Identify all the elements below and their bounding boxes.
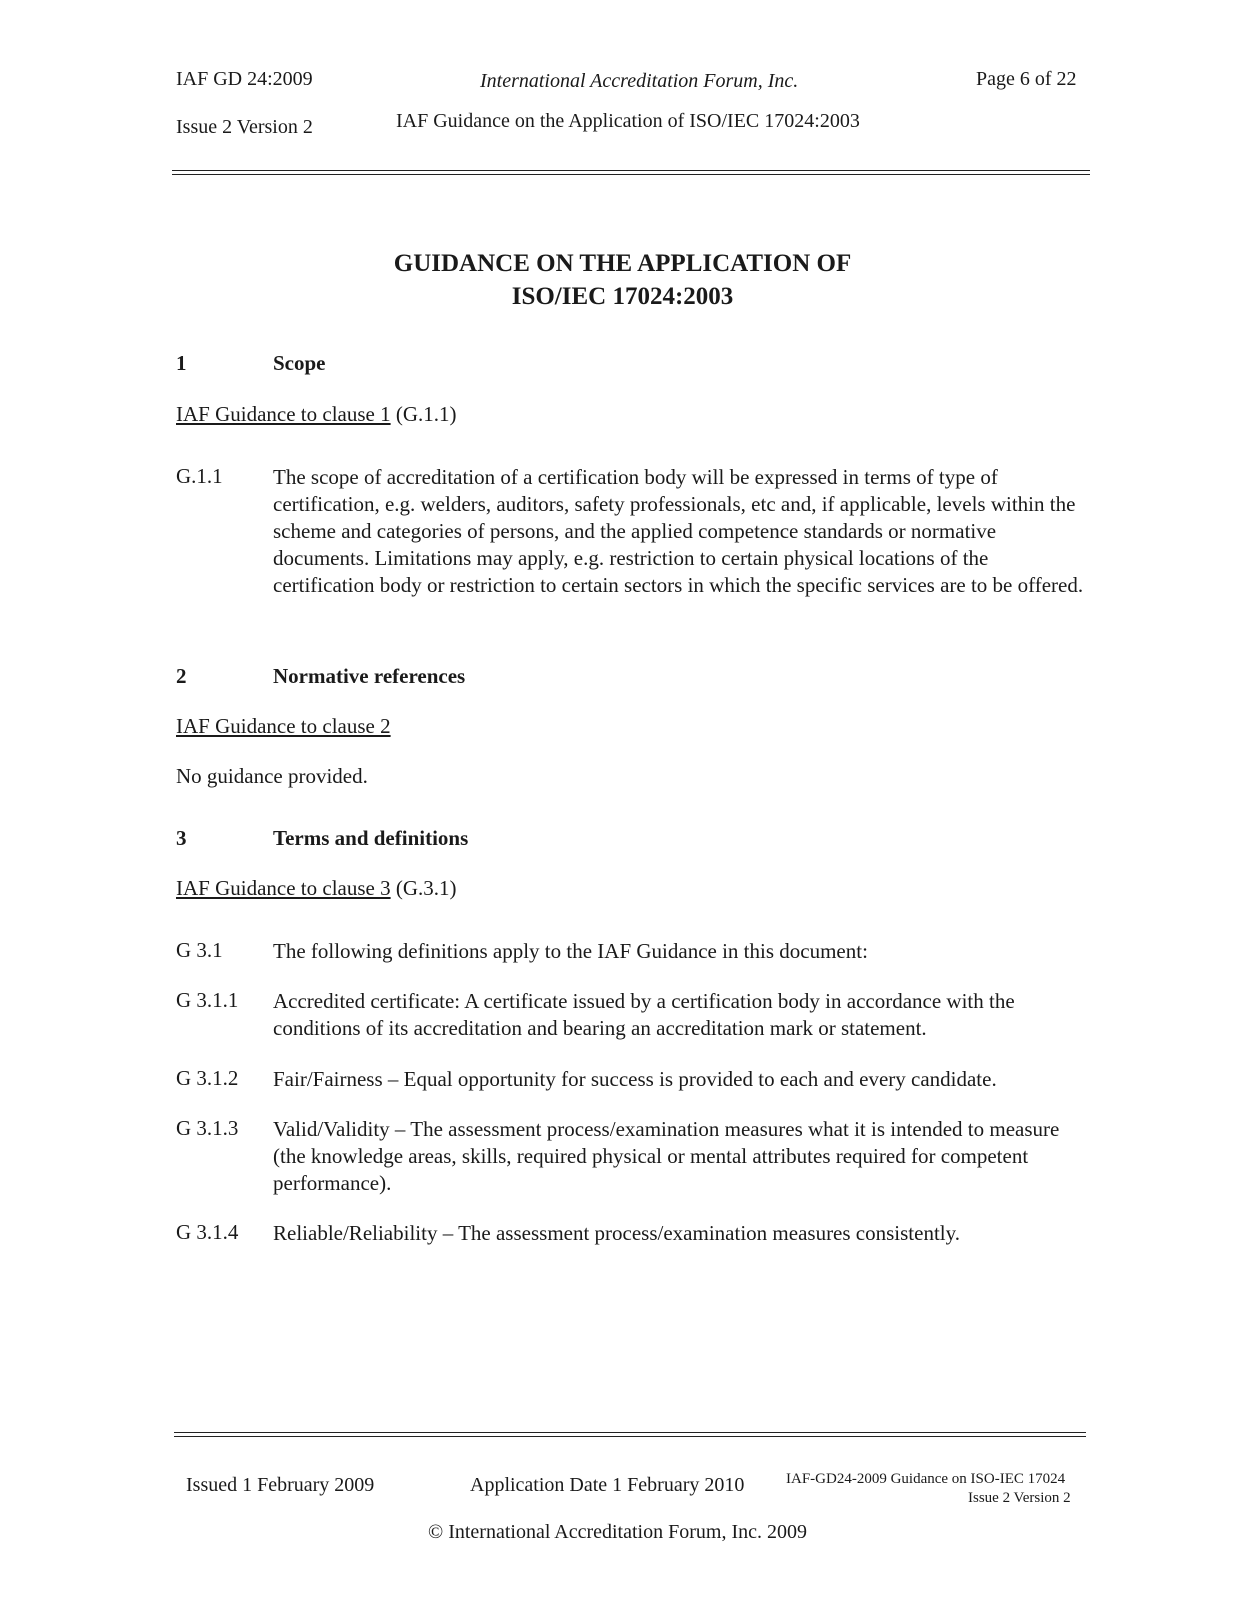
section-2-title: Normative references (273, 664, 466, 688)
footer-issued: Issued 1 February 2009 (186, 1474, 375, 1496)
footer-doc-ref-line-2: Issue 2 Version 2 (968, 1490, 1071, 1506)
section-1-guidance-ref: (G.1.1) (390, 402, 457, 426)
item-label-g3-1-3: G 3.1.3 (176, 1116, 239, 1140)
section-2-guidance-heading (176, 714, 391, 739)
section-3-number: 3 (176, 826, 187, 850)
item-label-g3-1-2: G 3.1.2 (176, 1066, 239, 1090)
section-2-note: No guidance provided. (176, 764, 368, 788)
footer-doc-ref-line-1: IAF-GD24-2009 Guidance on ISO-IEC 17024 (786, 1471, 1066, 1487)
section-3-guidance-ref: (G.3.1) (390, 876, 457, 900)
document-title-line-1: GUIDANCE ON THE APPLICATION OF (393, 250, 852, 277)
section-3-guidance-heading (176, 876, 457, 901)
item-text-g3-1-1: Accredited certificate: A certificate issued by a certification body in accordance with the conditions of its accreditation and bearing an accreditation mark or statement. (273, 989, 1015, 1040)
section-3-title: Terms and definitions (273, 826, 469, 850)
item-label-g1-1: G.1.1 (176, 464, 223, 488)
item-label-g3-1: G 3.1 (176, 938, 223, 962)
item-text-g3-1: The following definitions apply to the IAF Guidance in this document: (273, 939, 868, 963)
header-page-number: Page 6 of 22 (976, 68, 1077, 90)
footer-divider (174, 1432, 1086, 1437)
header-divider (172, 170, 1090, 175)
document-title-line-2: ISO/IEC 17024:2003 (511, 283, 734, 310)
header-issue: Issue 2 Version 2 (176, 116, 313, 138)
section-1-number: 1 (176, 351, 187, 375)
section-1-title: Scope (273, 351, 326, 375)
item-text-g3-1-3: Valid/Validity – The assessment process/examination measures what it is intended to measure (the knowledge areas, skills, required physical or mental attributes required for competent performance). (273, 1117, 1060, 1195)
section-1-guidance-link: IAF Guidance to clause 1 (176, 402, 391, 426)
section-3-guidance-link: IAF Guidance to clause 3 (176, 876, 391, 900)
footer-application-date: Application Date 1 February 2010 (470, 1474, 745, 1496)
item-label-g3-1-1: G 3.1.1 (176, 988, 239, 1012)
footer-copyright: © International Accreditation Forum, Inc. 2009 (428, 1521, 807, 1543)
header-doc-id: IAF GD 24:2009 (176, 68, 313, 90)
header-org-name: International Accreditation Forum, Inc. (480, 70, 799, 92)
header-subtitle: IAF Guidance on the Application of ISO/IEC 17024:2003 (396, 110, 860, 132)
item-text-g3-1-2: Fair/Fairness – Equal opportunity for success is provided to each and every candidate. (273, 1067, 997, 1091)
section-2-guidance-link: IAF Guidance to clause 2 (176, 714, 391, 738)
item-text-g3-1-4: Reliable/Reliability – The assessment process/examination measures consistently. (273, 1221, 961, 1245)
section-1-guidance-heading (176, 402, 457, 427)
item-text-g1-1: The scope of accreditation of a certification body will be expressed in terms of type of certification, e.g. welders, auditors, safety professionals, etc and, if applicable, levels within the scheme and categories of persons, and the applied competence standards or normative documents. Limitations may apply, e.g. restriction to certain physical locations of the certification body or restriction to certain sectors in which the specific services are to be offered. (273, 465, 1084, 597)
item-label-g3-1-4: G 3.1.4 (176, 1220, 239, 1244)
section-2-number: 2 (176, 664, 187, 688)
